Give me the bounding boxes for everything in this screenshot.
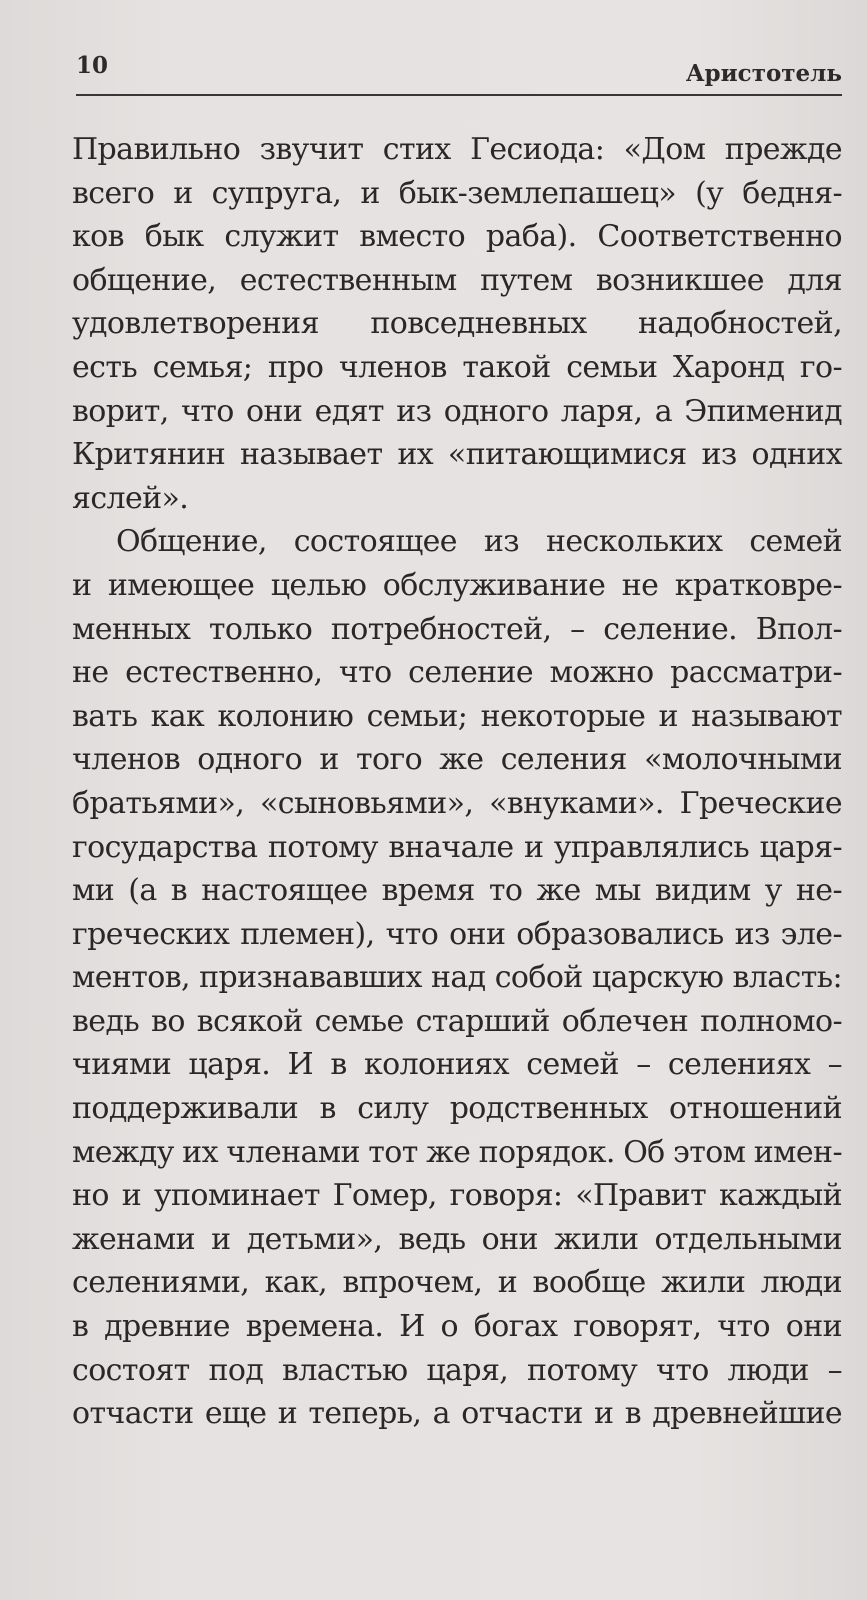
- page-number: 10: [76, 52, 109, 79]
- text-line: Общение, состоящее из нескольких семей: [116, 524, 842, 560]
- text-line: и имеющее целью обслуживание не кратковре-: [72, 567, 842, 603]
- text-line: между их членами тот же порядок. Об этом имен-: [72, 1134, 842, 1170]
- text-line: Правильно звучит стих Гесиода: «Дом прежде: [72, 132, 842, 167]
- text-line: всего и супруга, и бык-землепашец» (у бедня-: [72, 175, 842, 211]
- text-line: но и упоминает Гомер, говоря: «Правит каждый: [72, 1178, 842, 1214]
- text-line: есть семья; про членов такой семьи Харонд го-: [72, 349, 842, 385]
- text-line: чиями царя. И в колониях семей – селениях –: [72, 1047, 842, 1083]
- text-line: в древние времена. И о богах говорят, что они: [72, 1309, 842, 1345]
- text-line: поддерживали в силу родственных отношений: [72, 1091, 842, 1127]
- text-line: ведь во всякой семье старший облечен полномо-: [72, 1003, 842, 1039]
- text-line: ков бык служит вместо раба). Соответственно: [72, 219, 842, 255]
- body-text: [72, 128, 842, 1436]
- text-line: отчасти еще и теперь, а отчасти и в древнейшие: [72, 1396, 842, 1432]
- text-line: яслей».: [72, 480, 189, 516]
- text-line: Критянин называет их «питающимися из одних: [72, 437, 842, 473]
- text-line: ми (а в настоящее время то же мы видим у не-: [72, 873, 842, 909]
- text-line: не естественно, что селение можно рассматри-: [72, 655, 842, 691]
- header-rule: [76, 94, 842, 96]
- paragraph: [72, 520, 842, 1435]
- text-line: женами и детьми», ведь они жили отдельными: [72, 1221, 842, 1257]
- paragraph: [72, 128, 842, 520]
- text-line: общение, естественным путем возникшее для: [72, 262, 842, 298]
- running-title: Аристотель: [685, 60, 842, 87]
- text-line: состоят под властью царя, потому что люди –: [72, 1352, 842, 1388]
- text-line: греческих племен), что они образовались из эле-: [72, 916, 842, 952]
- text-line: менных только потребностей, – селение. Впол-: [72, 611, 842, 647]
- text-line: ментов, признававших над собой царскую власть:: [72, 960, 842, 996]
- text-line: государства потому вначале и управлялись царя-: [72, 829, 842, 865]
- text-line: вать как колонию семьи; некоторые и называют: [72, 698, 842, 734]
- text-line: удовлетворения повседневных надобностей,: [72, 306, 842, 342]
- text-line: членов одного и того же селения «молочными: [72, 742, 842, 778]
- text-line: братьями», «сыновьями», «внуками». Греческие: [72, 785, 842, 821]
- text-line: селениями, как, впрочем, и вообще жили люди: [72, 1265, 842, 1301]
- text-line: ворит, что они едят из одного ларя, а Эпименид: [72, 393, 842, 429]
- running-head: [76, 48, 842, 94]
